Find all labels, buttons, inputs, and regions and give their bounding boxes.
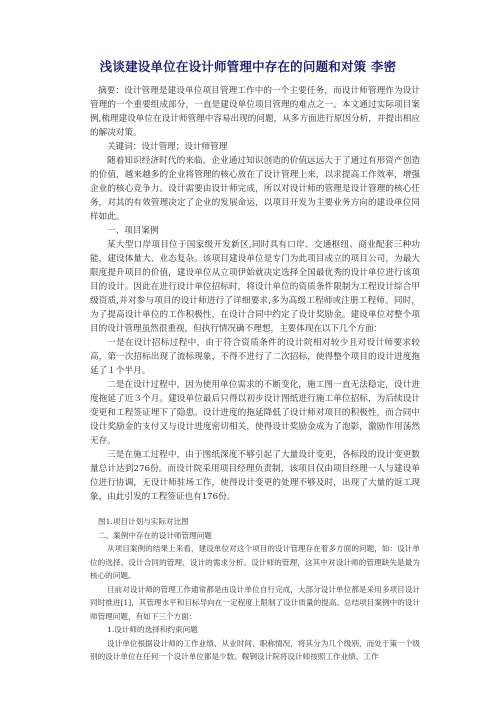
paragraph: 设计单位根据设计师的工作业绩、从业时间、职称情况，将其分为几个级别，而处于策一个级别的设计单位在任何一个设计单位都是少数。鞍钢设计院将设计师按照工作业绩、工作 (90, 638, 420, 661)
paragraph: 二、案例中存在的设计师管理问题 (98, 530, 212, 540)
paragraph: 从项目案例的结果上来看，建设单位对这个项目的设计管理存在着多方面的问题，如：设计单位的选择、设计合同的管理、设计的需求分析、设计师的管理，这其中对设计师的管理缺失是最为核心的问题。 (90, 544, 420, 580)
paragraph: 随着知识经济时代的来临，企业通过知识创造的价值远远大于了通过有形资产创造的价值，越来越多的企业将管理的核心放在了设计管理上来，以求提高工作效率，增强企业的核心竞争力。设计需要由设计师完成，所以对设计师的管理是设计管理的核心任务，对其的有效管理决定了企业的发展命运，以项目开发为主要业务方向的建设单位同样如此。 (90, 156, 420, 222)
paragraph: 关键词：设计管理；设计师管理 (107, 142, 228, 152)
paragraph: 一、项目案例 (107, 226, 159, 236)
paragraph: 三是在施工过程中，由于图纸深度不够引起了大量设计变更，各标段的设计变更数量总计达到276份。而设计院采用项目经理负责制，该项目仅由项目经理一人与建设单位进行协调，无设计师驻场工作，使得设计变更的处理不够及时，出现了大量的返工现象，由此引发的工程签证也有176份。 (90, 450, 420, 502)
paragraph: 摘要：设计管理是建设单位项目管理工作中的一个主要任务，而设计师管理作为设计管理的一个重要组成部分，一直是建设单位项目管理的难点之一。本文通过实际项目案例,梳理建设单位在设计师管理中容易出现的问题，从多方面进行原因分析，并提出相应的解决对策。 (90, 86, 420, 138)
paragraph: 图1.项目计划与实际对比图 (98, 517, 189, 526)
paragraph: 某大型口岸项目位于国家级开发新区,同时具有口岸、交通枢纽、商业配套三种功能，建设体量大、业态复杂。该项目建设单位是专门为此项目成立的项目公司，为最大限度提升项目的价值，建设单位从立项伊始就决定选择全国最优秀的设计单位进行该项目的设计。因此在进行设计单位招标时，将设计单位的资质条件限制为工程设计综合甲级资质,并对参与项目的设计师进行了详细要求,多为高级工程师或注册工程师。同时，为了提高设计单位的工作积极性，在设计合同中约定了设计奖励金。建设单位对整个项目的设计管理虽然很重视，但执行情况确不理想，主要体现在以下几个方面： (90, 240, 420, 334)
paragraph: 二是在设计过程中，因为使用单位需求的不断变化，施工图一直无法稳定，设计进度拖延了近３个月。建设单位最后只得以初步设计图纸进行施工单位招标，为后续设计变更和工程签证埋下了隐患。设计进度的拖延降低了设计师对项目的积极性，而合同中设计奖励金的支付又与设计进度密切相关，使得设计奖励金成为了泡影，激励作用荡然无存。 (90, 380, 420, 446)
document-title: 浅谈建设单位在设计师管理中存在的问题和对策 李密 (99, 59, 397, 74)
document-body (90, 84, 420, 664)
paragraph: 一是在设计招标过程中，由于符合资质条件的设计院相对较少且对设计师要求较高，第一次招标出现了流标现象，不得不进行了二次招标，使得整个项目的设计进度拖延了１个半月。 (90, 338, 420, 376)
figure-gap (90, 504, 420, 515)
paragraph: 目前对设计师的管理工作通常都是由设计单位自行完成，大部分设计单位都是采用多项目设计同时推进[1]，其管理水平和目标导向在一定程度上限制了设计质量的提高。总结项目案例中的设计师管理问题，有如下三个方面： (90, 584, 420, 621)
paragraph: 1.设计师的选择和约束问题 (107, 625, 198, 634)
